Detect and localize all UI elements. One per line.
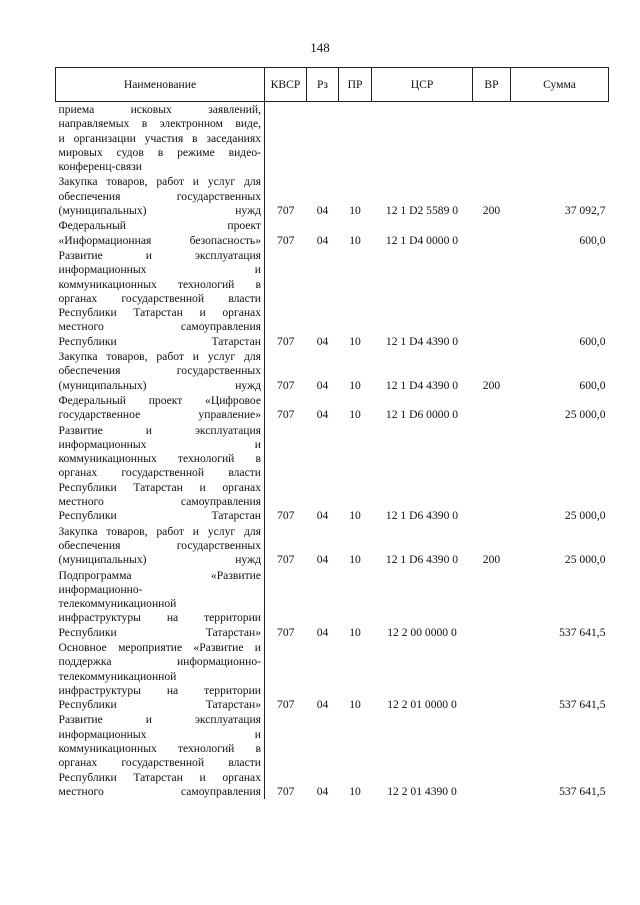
row-name-line: инфраструктуры на территории: [58, 611, 261, 625]
row-name-line: Республики Татарстан: [58, 509, 261, 523]
row-name-line: и организации участия в заседаниях: [58, 131, 261, 145]
row-rz: 04: [316, 378, 329, 392]
budget-table: [55, 67, 609, 799]
header-sum: Сумма: [511, 68, 609, 102]
row-rz: 04: [316, 625, 329, 639]
header-vr: ВР: [473, 68, 511, 102]
row-name-line: коммуникационных технологий в: [58, 277, 261, 291]
row-pr: 10: [349, 334, 361, 348]
row-sum: [511, 102, 609, 175]
row-pr: 10: [349, 698, 361, 712]
row-vr: [473, 218, 511, 248]
row-name-line: местного самоуправления: [58, 784, 261, 798]
row-name-line: Федеральный проект «Цифровое: [58, 393, 261, 407]
row-pr: 10: [349, 204, 361, 218]
row-vr: [473, 712, 511, 799]
row-pr: 10: [349, 784, 361, 798]
row-sum: 600,0: [579, 334, 606, 348]
row-name-line: информационных и: [58, 727, 261, 741]
row-rz: 04: [316, 334, 329, 348]
row-kvsr: 707: [277, 698, 295, 712]
header-pr: ПР: [339, 68, 372, 102]
row-csr: 12 2 01 4390 0: [387, 784, 457, 798]
table-row: [56, 423, 609, 524]
row-sum: 537 641,5: [559, 625, 606, 639]
row-csr: 12 1 D4 4390 0: [385, 378, 459, 392]
table-row: [56, 248, 609, 349]
row-pr: 10: [349, 408, 361, 422]
row-kvsr: 707: [277, 233, 295, 247]
row-kvsr: 707: [277, 378, 295, 392]
row-name-line: коммуникационных технологий в: [58, 452, 261, 466]
header-rz: Рз: [307, 68, 339, 102]
table-body: [56, 102, 609, 800]
row-name-line: поддержка информационно-: [58, 655, 261, 669]
row-name-line: Развитие и эксплуатация: [58, 423, 261, 437]
row-name-line: Республики Татарстан»: [58, 698, 261, 712]
row-name-line: обеспечения государственных: [58, 189, 261, 203]
table-row: [56, 712, 609, 799]
row-sum: 600,0: [579, 378, 606, 392]
row-sum: 537 641,5: [559, 784, 606, 798]
header-csr: ЦСР: [372, 68, 473, 102]
row-vr: [473, 640, 511, 712]
row-kvsr: 707: [277, 553, 295, 567]
row-vr: [473, 248, 511, 349]
row-name-line: коммуникационных технологий в: [58, 742, 261, 756]
row-name-line: Республики Татарстан: [58, 334, 261, 348]
row-csr: [372, 102, 473, 175]
row-pr: 10: [349, 233, 361, 247]
row-sum: 25 000,0: [564, 553, 606, 567]
row-name-line: «Информационная безопасность»: [58, 233, 261, 247]
row-csr: 12 1 D4 0000 0: [385, 233, 459, 247]
row-sum: 25 000,0: [564, 509, 606, 523]
row-name-line: направляемых в электронном виде,: [58, 117, 261, 131]
row-name-line: мировых судов в режиме видео-: [58, 145, 261, 159]
row-csr: 12 1 D2 5589 0: [385, 204, 459, 218]
row-rz: 04: [316, 408, 329, 422]
row-name-line: Республики Татарстан»: [58, 625, 261, 639]
row-name-line: Развитие и эксплуатация: [58, 248, 261, 262]
row-name: [56, 248, 265, 349]
row-csr: 12 1 D6 4390 0: [385, 553, 459, 567]
table-row: [56, 102, 609, 175]
row-rz: 04: [316, 784, 329, 798]
row-vr: [473, 102, 511, 175]
row-pr: 10: [349, 378, 361, 392]
row-vr: 200: [482, 204, 501, 218]
row-name: [56, 102, 265, 175]
row-rz: 04: [316, 204, 329, 218]
row-pr: 10: [349, 625, 361, 639]
row-name-line: (муниципальных) нужд: [58, 553, 261, 567]
row-vr: 200: [482, 553, 501, 567]
row-kvsr: 707: [277, 509, 295, 523]
row-name-line: телекоммуникационной: [58, 597, 177, 611]
row-name-line: местного самоуправления: [58, 320, 261, 334]
row-pr: 10: [349, 509, 361, 523]
row-vr: [473, 423, 511, 524]
row-rz: [307, 102, 339, 175]
page-number: 148: [310, 40, 330, 55]
row-name: [56, 568, 265, 640]
row-name-line: Федеральный проект: [58, 219, 261, 233]
table-header-row: [56, 68, 609, 102]
row-name-line: Основное мероприятие «Развитие и: [58, 640, 261, 654]
row-kvsr: 707: [277, 625, 295, 639]
row-name-line: Развитие и эксплуатация: [58, 713, 261, 727]
row-rz: 04: [316, 233, 329, 247]
row-rz: 04: [316, 698, 329, 712]
row-name: [56, 393, 265, 423]
table-row: [56, 174, 609, 218]
row-name-line: приема исковых заявлений,: [58, 103, 261, 116]
row-name-line: информационных и: [58, 263, 261, 277]
row-name-line: (муниципальных) нужд: [58, 378, 261, 392]
row-csr: 12 1 D4 4390 0: [385, 334, 459, 348]
row-sum: 600,0: [579, 233, 606, 247]
row-kvsr: 707: [277, 334, 295, 348]
row-name-line: конференц-связи: [58, 160, 142, 174]
row-kvsr: 707: [277, 408, 295, 422]
row-name: [56, 524, 265, 568]
row-kvsr: 707: [277, 784, 295, 798]
row-name-line: органах государственной власти: [58, 291, 261, 305]
row-name-line: Республики Татарстан и органах: [58, 770, 261, 784]
row-name-line: местного самоуправления: [58, 495, 261, 509]
table-row: [56, 568, 609, 640]
row-vr: [473, 568, 511, 640]
row-name-line: органах государственной власти: [58, 466, 261, 480]
row-sum: 37 092,7: [564, 204, 606, 218]
row-csr: 12 1 D6 4390 0: [385, 509, 459, 523]
row-rz: 04: [316, 509, 329, 523]
row-sum: 25 000,0: [564, 408, 606, 422]
row-name: [56, 640, 265, 712]
row-csr: 12 2 00 0000 0: [387, 625, 457, 639]
row-vr: 200: [482, 378, 501, 392]
row-pr: [339, 102, 372, 175]
row-name: [56, 349, 265, 393]
table-row: [56, 524, 609, 568]
row-name-line: Закупка товаров, работ и услуг для: [58, 175, 261, 189]
row-rz: 04: [316, 553, 329, 567]
row-name-line: обеспечения государственных: [58, 364, 261, 378]
table-row: [56, 393, 609, 423]
table-row: [56, 218, 609, 248]
row-name-line: Подпрограмма «Развитие: [58, 568, 261, 582]
row-name-line: (муниципальных) нужд: [58, 204, 261, 218]
row-name-line: информационных и: [58, 437, 261, 451]
row-csr: 12 2 01 0000 0: [387, 698, 457, 712]
row-name: [56, 423, 265, 524]
row-csr: 12 1 D6 0000 0: [385, 408, 459, 422]
header-kvsr: КВСР: [265, 68, 307, 102]
table-row: [56, 640, 609, 712]
row-name-line: информационно-: [58, 582, 143, 596]
row-kvsr: 707: [277, 204, 295, 218]
row-name-line: инфраструктуры на территории: [58, 683, 261, 697]
row-name-line: государственное управление»: [58, 408, 261, 422]
row-name: [56, 218, 265, 248]
row-name-line: Закупка товаров, работ и услуг для: [58, 524, 261, 538]
row-sum: 537 641,5: [559, 698, 606, 712]
row-name-line: телекоммуникационной: [58, 669, 177, 683]
row-pr: 10: [349, 553, 361, 567]
row-name: [56, 174, 265, 218]
row-name-line: обеспечения государственных: [58, 538, 261, 552]
table-row: [56, 349, 609, 393]
row-name-line: органах государственной власти: [58, 756, 261, 770]
row-kvsr: [265, 102, 307, 175]
row-name-line: Закупка товаров, работ и услуг для: [58, 350, 261, 364]
header-name: Наименование: [56, 68, 265, 102]
row-vr: [473, 393, 511, 423]
row-name-line: Республики Татарстан и органах: [58, 480, 261, 494]
row-name-line: Республики Татарстан и органах: [58, 306, 261, 320]
row-name: [56, 712, 265, 799]
